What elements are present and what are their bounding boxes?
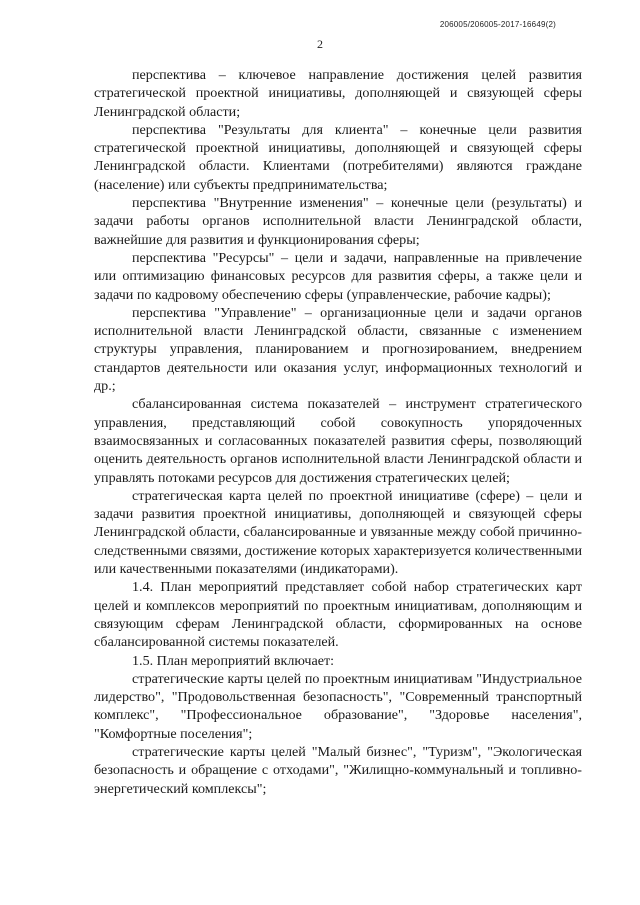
paragraph-balanced-scorecard: сбалансированная система показателей – инструмент стратегического управления, представляющий собой совокупность упорядоченных взаимосвязанных и согласованных показателей развития сферы, позволяющий оценить деятельность органов исполнительной власти Ленинградской области и управлять потоками ресурсов для достижения стратегических целей;: [94, 396, 582, 486]
paragraph-perspective-resources: перспектива "Ресурсы" – цели и задачи, направленные на привлечение или оптимизацию финансовых ресурсов для развития сферы, а также цели и задачи по кадровому обеспечению сферы (управленческие, рабочие кадры);: [94, 249, 582, 303]
paragraph-clause-1-4: 1.4. План мероприятий представляет собой набор стратегических карт целей и комплексов мероприятий по проектным инициативам, дополняющим и связующим сферам Ленинградской области, сформированных на основе сбалансированной системы показателей.: [94, 579, 582, 651]
paragraph-perspective-client-results: перспектива "Результаты для клиента" – конечные цели развития стратегической проектной инициативы, дополняющей и связующей сферы Ленинградской области. Клиентами (потребителями) являются граждане (население) или субъекты предпринимательства;: [94, 121, 582, 193]
paragraph-strategic-maps-spheres: стратегические карты целей "Малый бизнес", "Туризм", "Экологическая безопасность и обращение с отходами", "Жилищно-коммунальный и топливно-энергетический комплексы";: [94, 743, 582, 797]
paragraph-strategic-map: стратегическая карта целей по проектной инициативе (сфере) – цели и задачи развития проектной инициативы, дополняющей и связующей сферы Ленинградской области, сбалансированные и увязанные между собой причинно-следственными связями, достижение которых характеризуется количественными или качественными показателями (индикаторами).: [94, 487, 582, 578]
paragraph-clause-1-5: 1.5. План мероприятий включает:: [132, 652, 335, 669]
paragraph-perspective-definition: перспектива – ключевое направление достижения целей развития стратегической проектной инициативы, дополняющей и связующей сферы Ленинградской области;: [94, 67, 582, 120]
paragraph-strategic-maps-initiatives: стратегические карты целей по проектным инициативам "Индустриальное лидерство", "Продовольственная безопасность", "Современный транспортный комплекс", "Профессиональное образование", "Здоровье населения", "Комфортные поселения";: [94, 670, 582, 742]
page-number: 2: [317, 37, 323, 51]
paragraph-perspective-management: перспектива "Управление" – организационные цели и задачи органов исполнительной власти Ленинградской области, связанные с изменением структуры управления, планированием и прогнозированием, внедрением стандартов деятельности или оказания услуг, информационных технологий и др.;: [94, 304, 582, 395]
paragraph-perspective-internal-changes: перспектива "Внутренние изменения" – конечные цели (результаты) и задачи работы органов исполнительной власти Ленинградской области, важнейшие для развития и функционирования сферы;: [94, 195, 582, 248]
document-id: 206005/206005-2017-16649(2): [439, 20, 556, 29]
document-body: [94, 66, 582, 798]
